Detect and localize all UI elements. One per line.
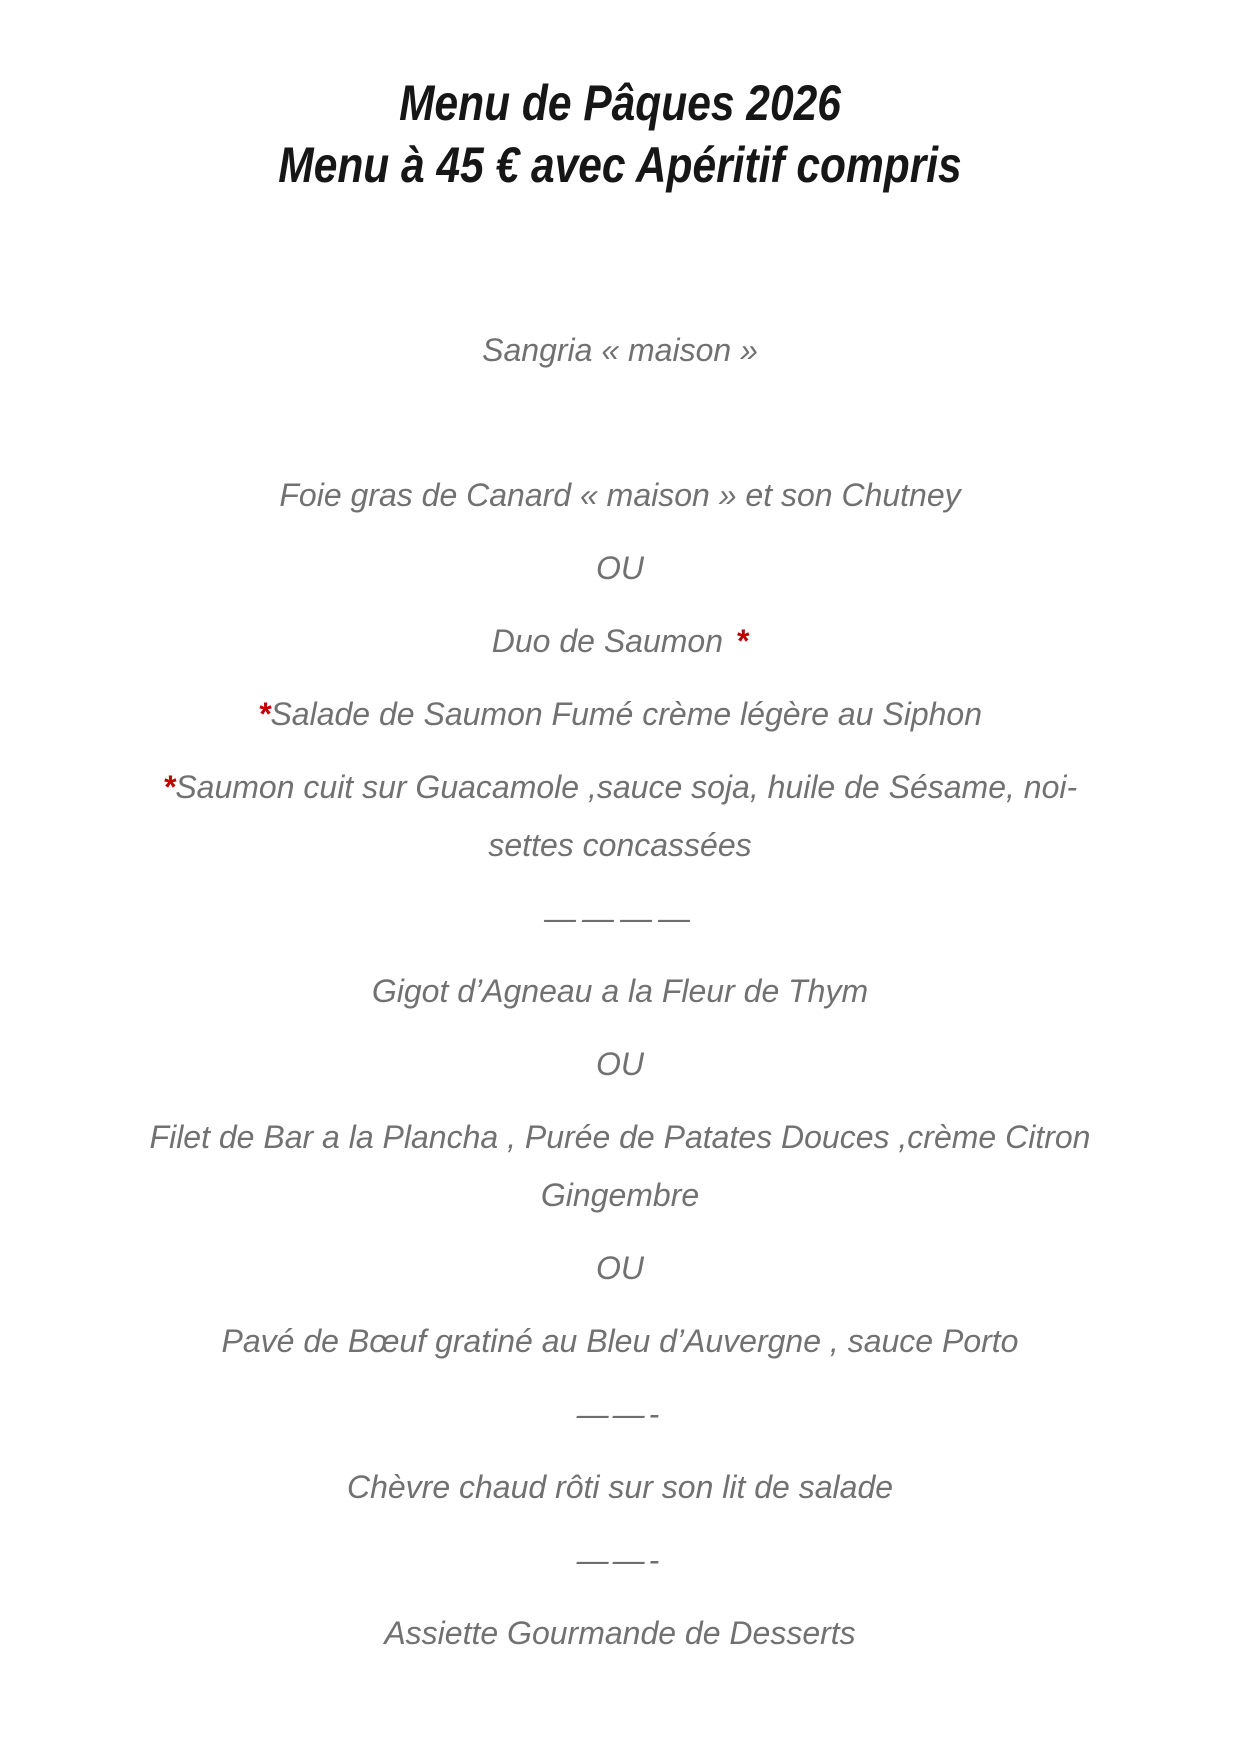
menu-item-foie-gras: Foie gras de Canard « maison » et son Chutney bbox=[279, 477, 961, 513]
or-separator-starters: OU bbox=[596, 550, 644, 586]
section-divider-cheese-dessert: ——- bbox=[576, 1542, 664, 1578]
or-separator-mains-2: OU bbox=[596, 1250, 644, 1286]
section-divider-starters-mains: ———— bbox=[544, 900, 696, 936]
menu-item-filet-de-bar-line2: Gingembre bbox=[540, 1177, 700, 1213]
menu-footnote-saumon-guacamole-line2: settes concassées bbox=[488, 827, 752, 863]
menu-footnote-guacamole-label: Saumon cuit sur Guacamole ,sauce soja, huile de Sésame, noi- bbox=[175, 769, 1078, 805]
menu-item-duo-saumon bbox=[40, 612, 1200, 670]
footnote-marker-duo-saumon: * bbox=[735, 623, 749, 659]
section-divider-mains-cheese: ——- bbox=[576, 1396, 664, 1432]
or-separator-mains-1: OU bbox=[596, 1046, 644, 1082]
menu-item-gigot-agneau: Gigot d’Agneau a la Fleur de Thym bbox=[371, 973, 869, 1009]
footnote-marker-salade: * bbox=[258, 696, 271, 732]
menu-item-chevre-chaud: Chèvre chaud rôti sur son lit de salade bbox=[346, 1469, 894, 1505]
menu-item-duo-saumon-label: Duo de Saumon bbox=[491, 623, 723, 659]
menu-title-line2: Menu à 45 € avec Apéritif compris bbox=[278, 137, 962, 193]
menu-title-line1: Menu de Pâques 2026 bbox=[399, 75, 841, 131]
menu-item-sangria: Sangria « maison » bbox=[482, 332, 758, 368]
menu-footnote-salade-label: Salade de Saumon Fumé crème légère au Siphon bbox=[270, 696, 982, 732]
menu-body bbox=[40, 321, 1200, 1662]
menu-item-filet-de-bar bbox=[40, 1108, 1200, 1224]
menu-footnote-saumon-guacamole-line1 bbox=[40, 758, 1200, 816]
menu-item-pave-de-boeuf: Pavé de Bœuf gratiné au Bleu d’Auvergne , sauce Porto bbox=[221, 1323, 1019, 1359]
footnote-marker-guacamole: * bbox=[162, 769, 176, 805]
menu-item-filet-de-bar-line1: Filet de Bar a la Plancha , Purée de Patates Douces ,crème Citron bbox=[149, 1119, 1091, 1155]
menu-item-assiette-desserts: Assiette Gourmande de Desserts bbox=[384, 1615, 856, 1651]
menu-footnote-salade-saumon bbox=[40, 685, 1200, 743]
menu-footnote-saumon-guacamole bbox=[40, 758, 1200, 874]
menu-title bbox=[93, 72, 1147, 196]
